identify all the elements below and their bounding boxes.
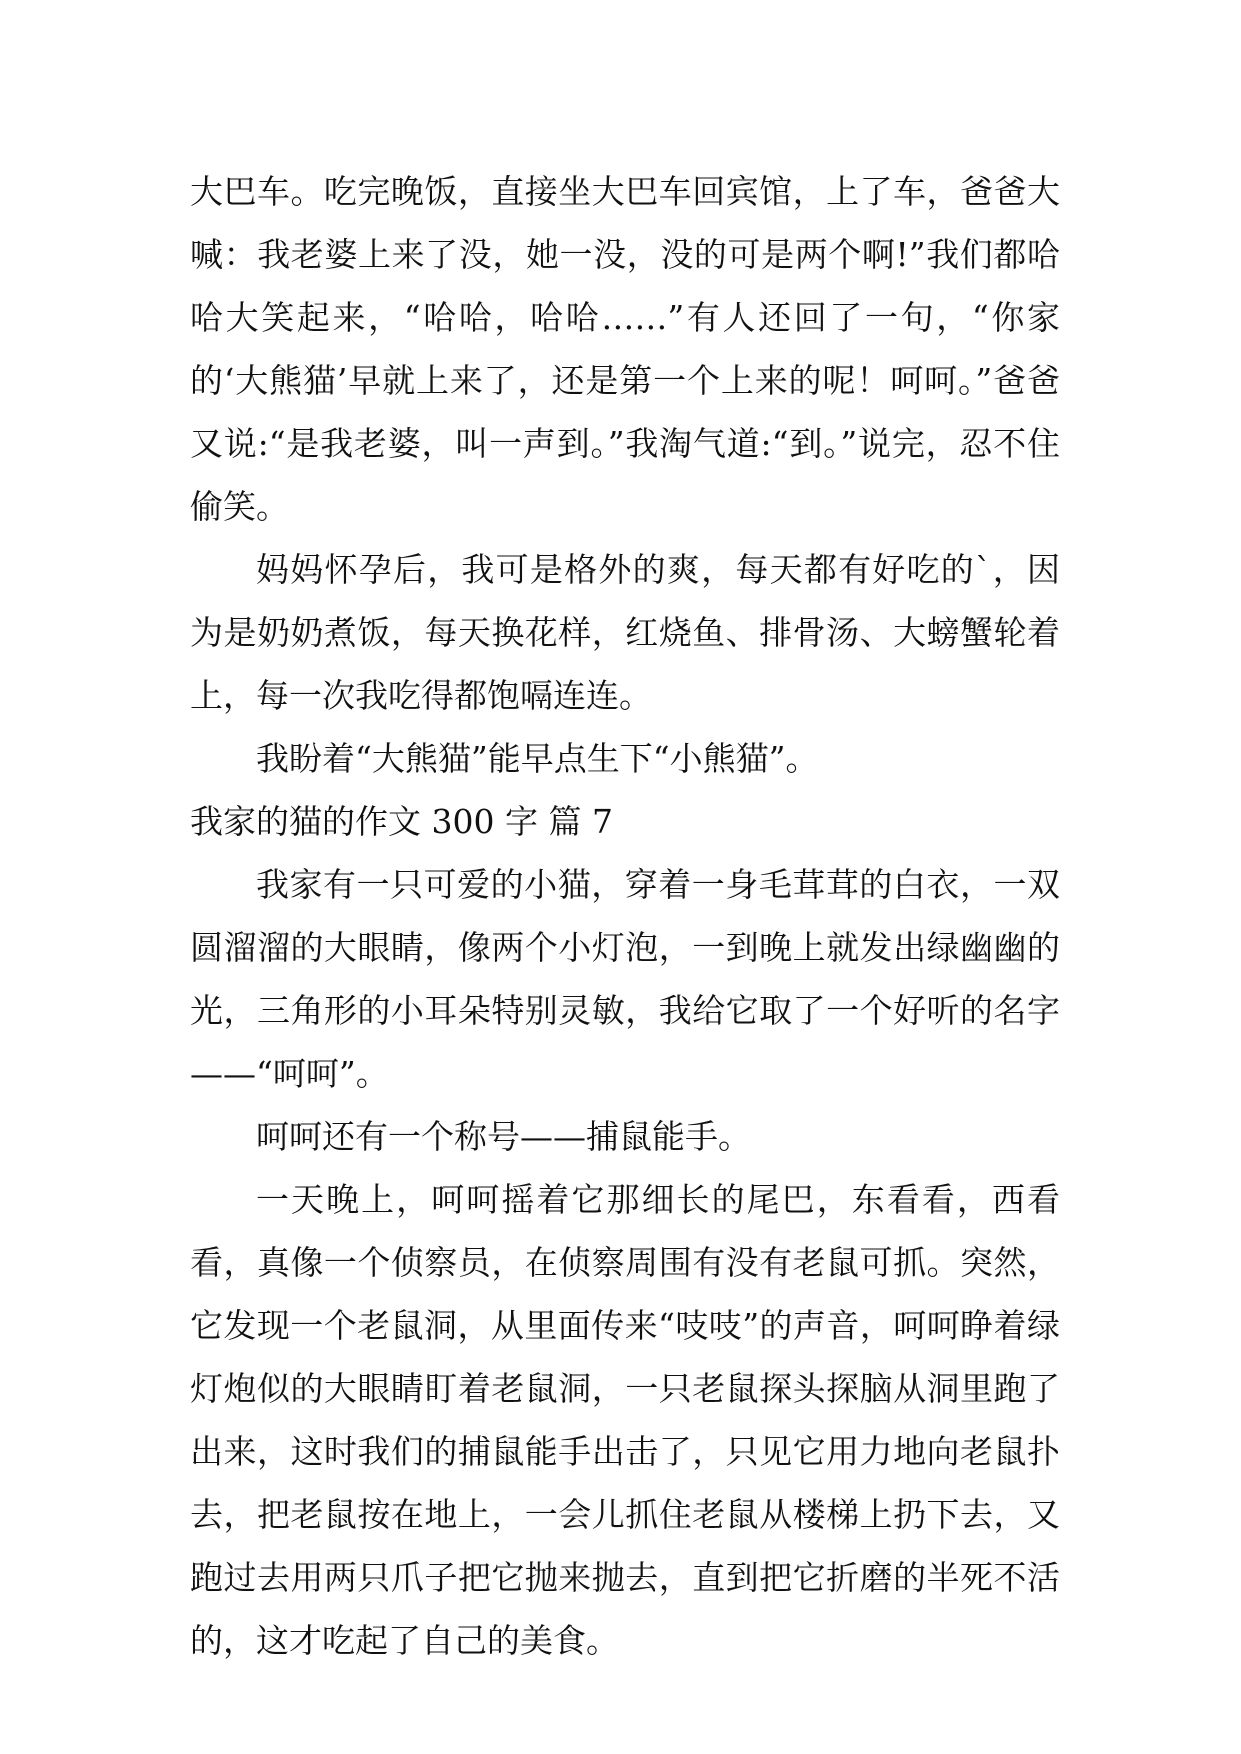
document-body bbox=[190, 160, 1060, 1672]
paragraph-6: 一天晚上，呵呵摇着它那细长的尾巴，东看看，西看看，真像一个侦察员，在侦察周围有没有老鼠可抓。突然，它发现一个老鼠洞，从里面传来“吱吱”的声音，呵呵睁着绿灯炮似的大眼睛盯着老鼠洞，一只老鼠探头探脑从洞里跑了出来，这时我们的捕鼠能手出击了，只见它用力地向老鼠扑去，把老鼠按在地上，一会儿抓住老鼠从楼梯上扔下去，又跑过去用两只爪子把它抛来抛去，直到把它折磨的半死不活的，这才吃起了自己的美食。 bbox=[190, 1180, 1060, 1660]
paragraph-5: 呵呵还有一个称号——捕鼠能手。 bbox=[256, 1117, 751, 1156]
paragraph-2: 妈妈怀孕后，我可是格外的爽，每天都有好吃的`，因为是奶奶煮饭，每天换花样，红烧鱼、排骨汤、大螃蟹轮着上，每一次我吃得都饱嗝连连。 bbox=[190, 550, 1060, 715]
paragraph-3: 我盼着“大熊猫”能早点生下“小熊猫”。 bbox=[256, 739, 819, 778]
paragraph-4: 我家有一只可爱的小猫，穿着一身毛茸茸的白衣，一双圆溜溜的大眼睛，像两个小灯泡，一到晚上就发出绿幽幽的光，三角形的小耳朵特别灵敏，我给它取了一个好听的名字——“呵呵”。 bbox=[190, 865, 1060, 1093]
paragraph-1: 大巴车。吃完晚饭，直接坐大巴车回宾馆，上了车，爸爸大喊：我老婆上来了没，她一没，没的可是两个啊!”我们都哈哈大笑起来，“哈哈，哈哈……”有人还回了一句，“你家的‘大熊猫’早就上来了，还是第一个上来的呢！呵呵。”爸爸又说:“是我老婆，叫一声到。”我淘气道:“到。”说完，忍不住偷笑。 bbox=[190, 172, 1060, 526]
section-heading: 我家的猫的作文 300 字 篇 7 bbox=[190, 802, 613, 841]
